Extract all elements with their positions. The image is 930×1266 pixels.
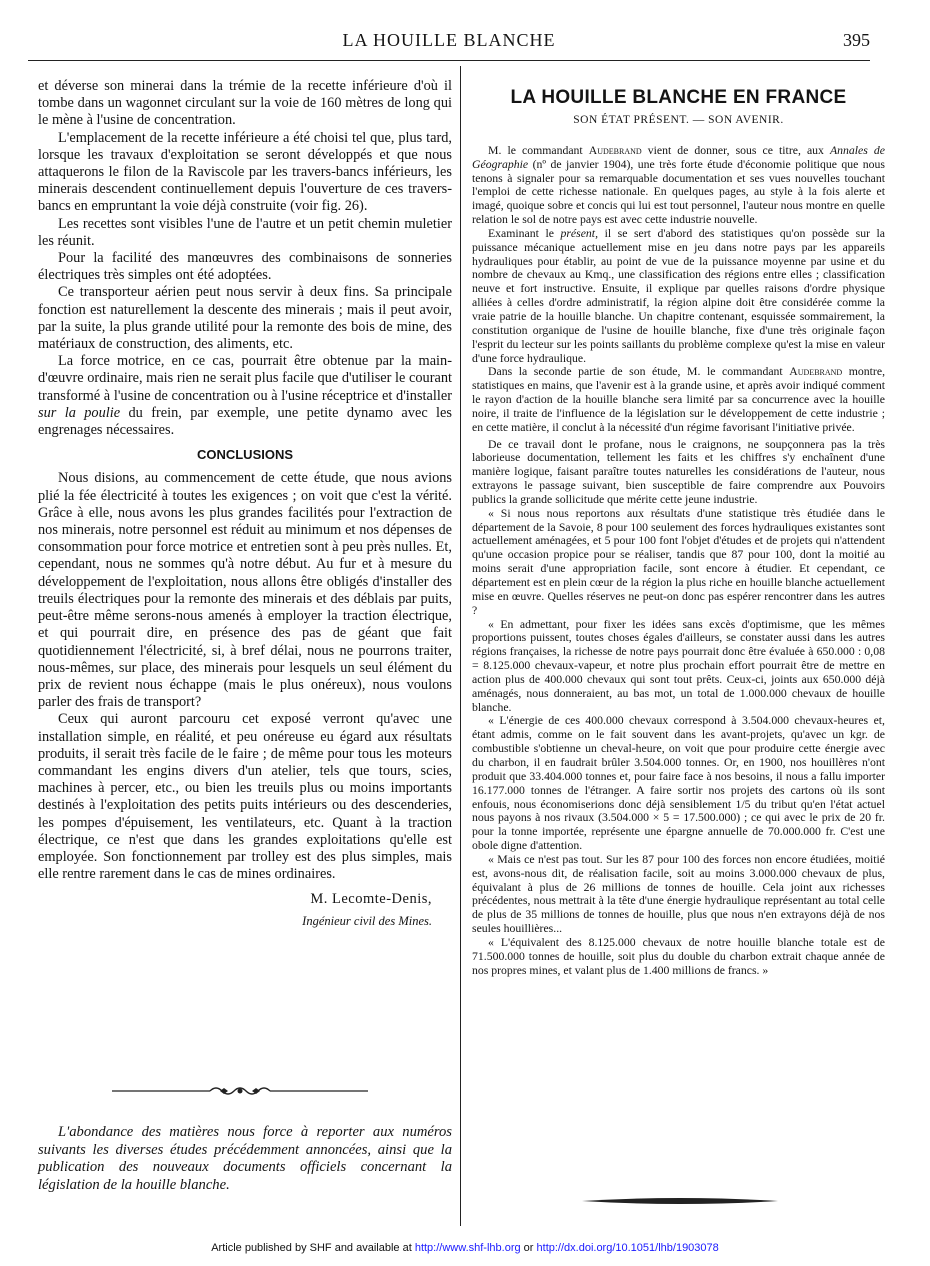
publisher-link[interactable]: http://www.shf-lhb.org <box>414 1242 521 1254</box>
article-title: LA HOUILLE BLANCHE EN FRANCE <box>510 87 847 108</box>
author-reference: Audebrand <box>588 143 642 157</box>
quoted-paragraph: « Si nous nous reportons aux résultats d'une statistique très étudiée dans le département de la Savoie, 8 pour 100 seulement des forces hydrauliques existantes sont actuellement aménagées, et 5 pour 100 font l'objet d'études et de projets qui n'attendent qu'une occasion propice pour se réaliser, tandis que 87 pour 100, dont la moitié au moins serait d'une appropriation facile, sont encore à étudier. Et cependant, ce département est en plein cœur de la région la plus riche en houille blanche actuellement mise en œuvre. Quelles réserves ne peut-on donc pas espérer rencontrer dans les autres ? <box>472 506 885 617</box>
section-heading: CONCLUSIONS <box>196 447 294 463</box>
quoted-paragraph: « En admettant, pour fixer les idées sans excès d'optimisme, que les mêmes proportions puissent, toutes choses égales d'ailleurs, se constater aussi dans les autres régions françaises, la richesse de notre pays pourrait donc être évaluée à 650.000 : 0,08 = 8.125.000 chevaux-vapeur, et notre plus prochain effort pourrait être de mettre en action plus de 400.000 chevaux qui sont tout prêts. Ceux-ci, joints aux 650.000 déjà aménagés, nous donneraient, au bas mot, un total de 1.000.000 chevaux de houille blanche. <box>472 617 885 714</box>
article-subtitle: SON ÉTAT PRÉSENT. — SON AVENIR. <box>573 114 784 126</box>
text-run: vient de donner, sous ce titre, aux <box>647 143 824 157</box>
paragraph: Ceux qui auront parcouru cet exposé verront qu'avec une installation simple, en réalité, et peu onéreuse eu égard aux résultats produits, il serait très facile de le faire ; de même pour tous les moteurs commandant les engins divers d'un atelier, tels que tours, scies, machines à percer, etc., ou bien les treuils plus ou moins importants destinés à l'exploitation des petits puits intérieurs ou des descenderies, les pompes d'épuisement, les ventilateurs, etc. Quant à la traction électrique, ce n'est que dans les grandes exploitations qu'elle est employée. Son fonctionnement par trolley est des plus simples, mais elle rentre rarement dans le cas de mines ordinaires. <box>38 711 452 883</box>
page-number: 395 <box>843 30 870 50</box>
italic-text: sur la poulie <box>38 404 121 421</box>
paragraph: et déverse son minerai dans la trémie de la recette inférieure d'où il tombe dans un wagonnet circulant sur la voie de 160 mètres de long qui le mène à l'usine de concentration. <box>38 78 452 129</box>
author-role: Ingénieur civil des Mines. <box>302 913 432 928</box>
paragraph: Les recettes sont visibles l'une de l'autre et un petit chemin muletier les réunit. <box>38 215 452 249</box>
author-signature <box>38 891 452 908</box>
italic-text: présent, <box>560 226 599 240</box>
text-run: M. le commandant <box>488 143 583 157</box>
text-run: (nº de janvier 1904), une très forte étude d'économie politique que nous tenons à signaler pour sa remarquable documentation et ses vues nouvelles touchant l'emploi de cette richesse nationale. En quelques pages, au style à la fois alerte et imagé, quoique sobre et concis qui lui est tout personnel, l'auteur nous montre en quelle relation le sol de notre pays est avec cette industrie nouvelle. <box>472 157 886 227</box>
publication-footer <box>0 1242 930 1254</box>
author-reference: Audebrand <box>789 365 843 379</box>
end-ornament <box>580 1196 780 1206</box>
text-run: Dans la seconde partie de son étude, M. le commandant <box>488 365 783 379</box>
text-run: La force motrice, en ce cas, pourrait être obtenue par la main-d'œuvre ordinaire, mais rien ne serait plus facile que d'utiliser le courant transformé à l'usine de concentration ou à l'usine réceptrice et d'installer <box>38 353 452 404</box>
paragraph <box>472 365 885 434</box>
text-run: du frein, par exemple, une petite dynamo avec les engrenages nécessaires. <box>38 404 452 439</box>
text-run: montre, statistiques en mains, que l'avenir est à la grande usine, et après avoir indiqué comment le rayon d'action de la houille blanche sera limité par sa concurrence avec la houille noire, il traite de l'influence de la législation sur le développement de cette industrie ; en cette matière, il conclut à la nécessité d'un régime favorisant l'initiative privée. <box>472 365 886 434</box>
paragraph: De ce travail dont le profane, nous le craignons, ne soupçonnera pas la très laborieuse documentation, tellement les faits et les chiffres s'y enchaînent d'une manière logique, faisant paraître toutes naturelles les considérations de l'auteur, nous extrayons le passage suivant, bien susceptible de faire comprendre aux Pouvoirs publics la grande sollicitude que mérite cette jeune industrie. <box>472 437 885 506</box>
right-column <box>472 86 885 977</box>
running-header <box>28 24 870 61</box>
author-name: M. Lecomte-Denis, <box>310 891 432 908</box>
paragraph: Nous disions, au commencement de cette étude, que nous avions plié la fée électricité à toutes les exigences ; on voit que c'est la vérité. Grâce à elle, nous avons les plus grandes facilités pour l'extraction de nos minerais, notre personnel est réduit au minimum et nos dépenses de consommation pour force motrice et entretien sont à peu près nulles. Et, cependant, nous ne sommes qu'à notre début. Au fur et à mesure du développement de l'exploitation, nous allons être obligés d'installer des treuils électriques pour la remonte des minerais et des déblais par puits, peut-être même serons-nous amenés à employer la traction électrique, et qui pourrait dire, en présence des pas de géant que fait quotidiennement l'électricité, si, à bref délai, nous ne pourrons traiter, nous-mêmes, sur place, des minerais pour lesquels un seul élément du prix de revient nous échappe (mais le plus onéreux), nous voulons parler des frais de transport? <box>38 470 452 711</box>
text-run: Examinant le <box>488 226 554 240</box>
quoted-paragraph: « Mais ce n'est pas tout. Sur les 87 pour 100 des forces non encore étudiées, moitié est, avons-nous dit, de réalisation facile, soit au moins 3.000.000 chevaux de plus, équivalant à plus de 26 millions de tonnes de houille. Cela joint aux richesses précédentes, nous mettrait à la tête d'une énergie hydraulique représentant au total celle de plus de 35 millions de tonnes de houille, plus que nous n'en extrayons déjà de nos seules houillières... <box>472 852 885 936</box>
journal-title: LA HOUILLE BLANCHE <box>342 30 556 50</box>
footer-text: Article published by SHF and available at <box>211 1242 412 1254</box>
text-run: il se sert d'abord des statistiques qu'on possède sur la puissance mécanique actuellement mise en jeu dans notre pays par les appareils hydrauliques pour établir, au point de vue de la puissance moyenne par usine et du nombre de chevaux au Kmq., une classification des régions entre elles ; classification neuve et fort instructive. Ensuite, il explique par quelles raisons d'ordre physique alliées à celles d'ordre administratif, la région alpine doit être considérée comme la vraie patrie de la houille blanche. Un chapitre contenant, esquissée sommairement, la constitution organique de l'usine de houille blanche, fixe d'une très originale façon l'esprit du lecteur sur les points saillants du problème complexe qu'est la mise en valeur d'une force hydraulique. <box>472 226 886 365</box>
quoted-paragraph: « L'énergie de ces 400.000 chevaux correspond à 3.504.000 chevaux-heures et, étant admis, comme on le fait souvent dans les avant-projets, qu'avec un kgr. de combustible s'obtienne un cheval-heure, on voit que pour produire cette énergie avec du charbon, il en faudrait brûler 3.504.000 tonnes. Or, en 1900, nos houillères n'ont produit que 33.404.000 tonnes et, pour faire face à nos besoins, il nous a fallu importer 16.177.000 tonnes de l'étranger. A faire sortir nos projets des cartons où ils sont enfouis, nous économiserions donc déjà sensiblement 1/5 du tribut qu'en l'état actuel nous payons à nos rivaux (3.504.000 × 5 = 17.500.000) ; ce qui avec le prix de 20 fr. pour la tonne importée, représente une épargne annuelle de 70.000.000 fr. C'est une obole digne d'attention. <box>472 714 885 853</box>
paragraph: L'emplacement de la recette inférieure a été choisi tel que, plus tard, lorsque les travaux d'exploitation se seront développés et que nous attaquerons le filon de la Raviscole par les travers-bancs inférieurs, les minerais descendent continuellement depuis l'ouverture de ces travers-bancs en empruntant la voie déjà construite (voir fig. 26). <box>38 129 452 215</box>
paragraph <box>472 227 885 365</box>
editorial-notice <box>38 1124 452 1194</box>
paragraph <box>472 144 885 227</box>
doi-link[interactable]: http://dx.doi.org/10.1051/lhb/1903078 <box>536 1242 719 1254</box>
journal-reference: Annales de Géographie <box>472 143 885 171</box>
column-divider <box>460 66 461 1226</box>
footer-text: or <box>523 1242 534 1254</box>
notice-text: L'abondance des matières nous force à reporter aux numéros suivants les diverses études précédemment annoncées, ainsi que la publication des nouveaux documents officiels concernant la législation de la houille blanche. <box>38 1124 452 1193</box>
paragraph <box>38 353 452 439</box>
paragraph: Pour la facilité des manœuvres des combinaisons de sonneries électriques très simples ont été adoptées. <box>38 250 452 284</box>
paragraph: Ce transporteur aérien peut nous servir à deux fins. Sa principale fonction est naturellement la descente des minerais ; mais il peut avoir, par la suite, la plus grande utilité pour la remonte des bois de mine, des matériaux de construction, des aliments, etc. <box>38 284 452 353</box>
left-column <box>38 78 452 930</box>
ornament-divider <box>110 1084 370 1098</box>
quoted-paragraph: « L'équivalent des 8.125.000 chevaux de notre houille blanche totale est de 71.500.000 tonnes de houille, soit plus du double du charbon extrait chaque année de nos propres mines, et valant plus de 1.400 millions de francs. » <box>472 935 885 977</box>
